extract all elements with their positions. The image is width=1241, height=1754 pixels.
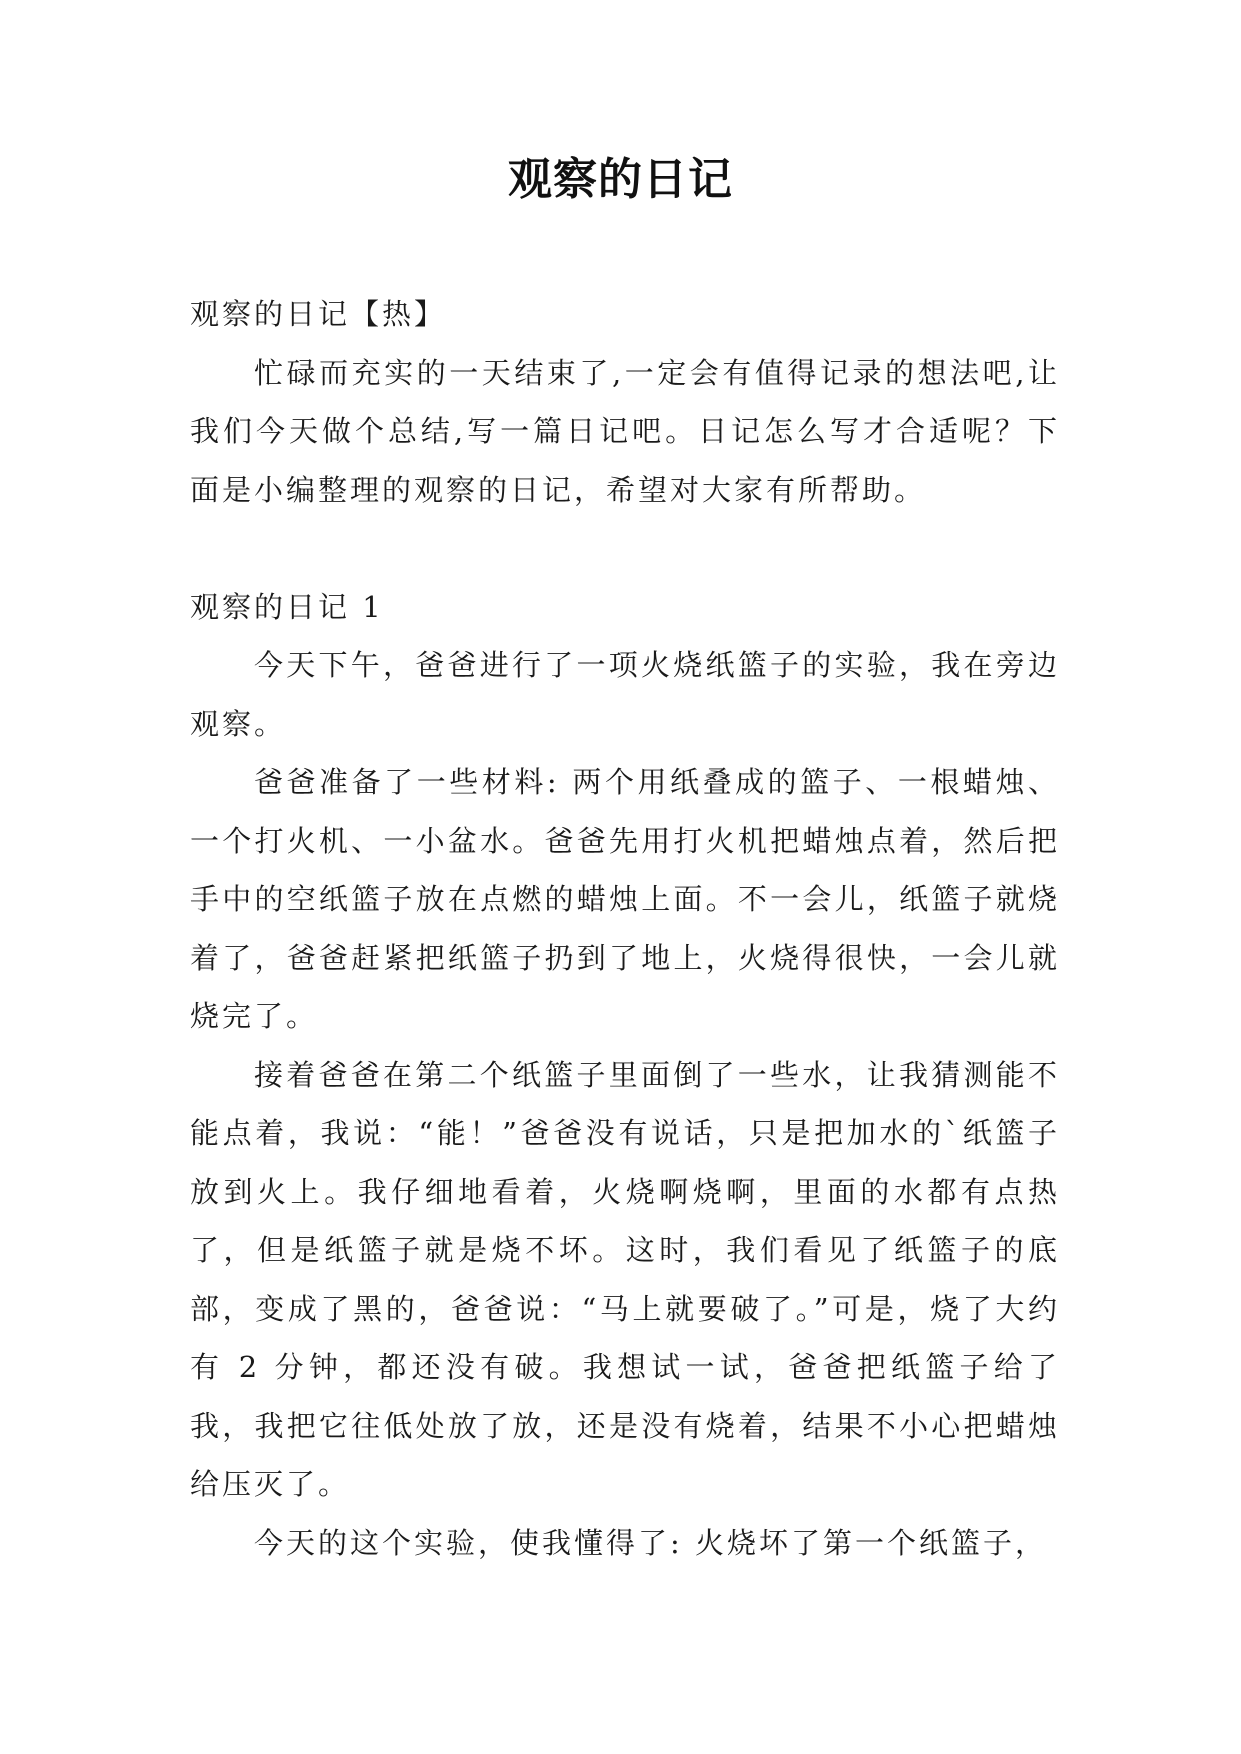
body-paragraph-3: 接着爸爸在第二个纸篮子里面倒了一些水，让我猜测能不能点着，我说：“能！”爸爸没有说话，只是把加水的`纸篮子放到火上。我仔细地看着，火烧啊烧啊，里面的水都有点热了，但是纸篮子就是烧不坏。这时，我们看见了纸篮子的底部，变成了黑的，爸爸说：“马上就要破了。”可是，烧了大约有 2 分钟，都还没有破。我想试一试，爸爸把纸篮子给了我，我把它往低处放了放，还是没有烧着，结果不小心把蜡烛给压灭了。 [190, 1057, 1060, 1501]
intro-paragraph: 忙碌而充实的一天结束了,一定会有值得记录的想法吧,让我们今天做个总结,写一篇日记吧。日记怎么写才合适呢？下面是小编整理的观察的日记，希望对大家有所帮助。 [190, 355, 1060, 507]
intro-heading: 观察的日记【热】 [190, 297, 447, 331]
body-paragraph-1: 今天下午，爸爸进行了一项火烧纸篮子的实验，我在旁边观察。 [190, 648, 1060, 741]
document-title: 观察的日记 [508, 154, 733, 205]
section-heading: 观察的日记 1 [190, 589, 384, 624]
body-paragraph-4: 今天的这个实验，使我懂得了: 火烧坏了第一个纸篮子， [254, 1525, 1047, 1560]
document-body [190, 285, 1060, 1572]
body-paragraph-2: 爸爸准备了一些材料: 两个用纸叠成的篮子、一根蜡烛、一个打火机、一小盆水。爸爸先用打火机把蜡烛点着，然后把手中的空纸篮子放在点燃的蜡烛上面。不一会儿，纸篮子就烧着了，爸爸赶紧把纸篮子扔到了地上，火烧得很快，一会儿就烧完了。 [190, 765, 1060, 1033]
